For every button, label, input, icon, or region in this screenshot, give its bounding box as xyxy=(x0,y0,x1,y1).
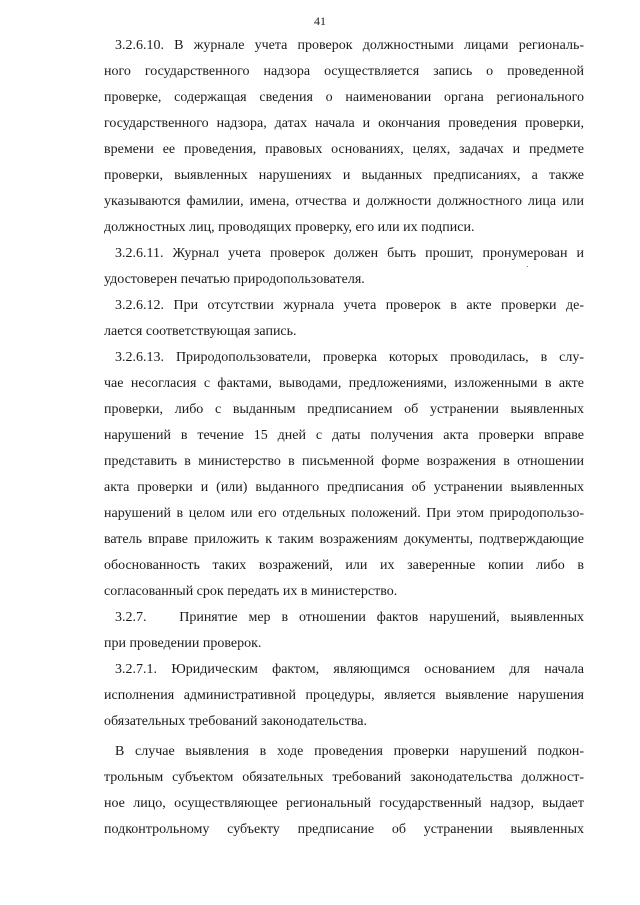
text-line: нарушений в течение 15 дней с даты получения акта проверки вправе xyxy=(104,428,584,443)
text-line: подконтрольному субъекту предписание об устранении выявленных xyxy=(104,822,584,837)
text-line: 3.2.6.10. В журнале учета проверок должностными лицами региональ- xyxy=(115,38,584,53)
text-line: должностных лиц, проводящих проверку, его или их подписи. xyxy=(104,220,475,235)
text-line: 3.2.6.12. При отсутствии журнала учета проверок в акте проверки де- xyxy=(115,298,584,313)
text-line: 3.2.7. Принятие мер в отношении фактов нарушений, выявленных xyxy=(115,610,584,625)
text-line: указываются фамилии, имена, отчества и должности должностного лица или xyxy=(104,194,584,209)
text-line: нарушений в целом или его отдельных положений. При этом природопользо- xyxy=(104,506,584,521)
text-line: представить в министерство в письменной форме возражения в отношении xyxy=(104,454,584,469)
text-line: ного государственного надзора осуществляется запись о проведенной xyxy=(104,64,584,79)
text-line: обоснованность таких возражений, или их заверенные копии либо в xyxy=(104,558,584,573)
text-line: ное лицо, осуществляющее региональный государственный надзор, выдает xyxy=(104,796,584,811)
text-line: времени ее проведения, правовых основаниях, целях, задачах и предмете xyxy=(104,142,584,157)
text-line: проверке, содержащая сведения о наименовании органа регионального xyxy=(104,90,584,105)
text-line: ватель вправе приложить к таким возражениям документы, подтверждающие xyxy=(104,532,584,547)
text-line: трольным субъектом обязательных требований законодательства должност- xyxy=(104,770,584,785)
text-line: государственного надзора, датах начала и окончания проведения проверки, xyxy=(104,116,584,131)
text-line: обязательных требований законодательства. xyxy=(104,714,368,729)
text-line: согласованный срок передать их в министерство. xyxy=(104,584,398,599)
text-line: 3.2.7.1. Юридическим фактом, являющимся основанием для начала xyxy=(115,662,584,677)
text-line: проверки, либо с выданным предписанием об устранении выявленных xyxy=(104,402,584,417)
text-line: исполнения административной процедуры, является выявление нарушения xyxy=(104,688,584,703)
page-number: 41 xyxy=(314,14,326,28)
text-line: чае несогласия с фактами, выводами, предложениями, изложенными в акте xyxy=(104,376,584,391)
text-line: лается соответствующая запись. xyxy=(104,324,297,339)
text-line: В случае выявления в ходе проведения проверки нарушений подкон- xyxy=(115,744,584,759)
text-line: удостоверен печатью природопользователя. xyxy=(104,272,365,287)
text-line: 3.2.6.11. Журнал учета проверок должен быть прошит, пронумерован и xyxy=(115,246,584,261)
text-line: 3.2.6.13. Природопользователи, проверка которых проводилась, в слу- xyxy=(115,350,584,365)
scan-speck xyxy=(527,266,528,267)
text-line: акта проверки и (или) выданного предписания об устранении выявленных xyxy=(104,480,584,495)
text-line: при проведении проверок. xyxy=(104,636,262,651)
text-line: проверки, выявленных нарушениях и выданных предписаниях, а также xyxy=(104,168,584,183)
